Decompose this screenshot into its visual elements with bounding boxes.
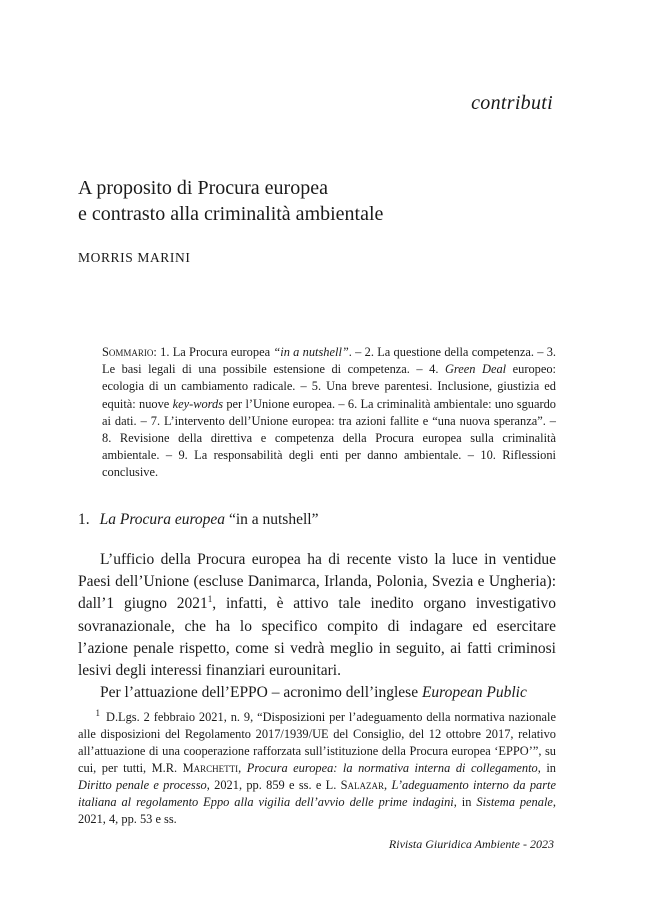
body-paragraph	[78, 682, 556, 704]
footnote-number: 1	[95, 707, 100, 718]
summary-label: Sommario:	[102, 345, 157, 359]
section-label: contributi	[471, 92, 553, 114]
summary-text: 1. La Procura europea	[156, 345, 274, 359]
footnote-italic: L’adeguamento interno da parte italiana al regolamento Eppo alla vigilia dell’avvio delle prime indagini	[78, 778, 556, 809]
section-number: 1.	[78, 511, 90, 528]
footnote-text: , 2021, pp. 859 e ss. e L.	[206, 778, 341, 792]
footnote-text: D.Lgs. 2 febbraio 2021, n. 9, “Disposizioni per l’adeguamento della normativa nazionale alle disposizioni del Regolamento 2017/1939/UE del Consiglio, del 12 ottobre 2017, relativo all’attuazione di una cooperazione rafforzata sull’istituzione della Procura europea ‘EPPO’”, su cui, per tutti, M.R.	[78, 710, 556, 775]
footnote-text: , in	[537, 761, 556, 775]
article-title	[78, 175, 383, 227]
footnote-text: , 2021, 4, pp. 53 e ss.	[78, 795, 556, 826]
body-italic: European Public	[421, 684, 527, 702]
summary	[102, 344, 556, 482]
footnote-italic: Diritto penale e processo	[78, 778, 207, 792]
footnote-italic: Sistema penale	[476, 795, 553, 809]
summary-text: europeo: ecologia di un cambiamento radicale. – 5. Una breve parentesi. Inclusione, giustizia ed equità: nuove	[102, 362, 556, 411]
article-title-line1: A proposito di Procura europea	[78, 177, 328, 199]
footnote-author: Salazar	[340, 778, 385, 792]
body-text-span: , infatti, è attivo tale inedito organo investigativo sovranazionale, che ha lo specifico compito di indagare ed esercitare l’azione penale rispetto, come si vedrà meglio in seguito, ai fatti criminosi lesivi degli interessi finanziari eurounitari.	[78, 595, 557, 680]
summary-italic: “in a nutshell”	[273, 345, 349, 359]
footnote-text: , in	[453, 795, 477, 809]
journal-footer: Rivista Giuridica Ambiente - 2023	[388, 837, 554, 851]
section-title-rest: “in a nutshell”	[225, 511, 319, 528]
footnote-marker	[78, 709, 100, 726]
body-text	[78, 549, 556, 704]
body-paragraph	[78, 549, 556, 682]
summary-text: per l’Unione europea. – 6. La criminalità ambientale: uno sguardo ai dati. – 7. L’intervento dell’Unione europea: tra azioni fallite e “una nuova speranza”. – 8. Revisione della direttiva e competenza della Procura europea sulla criminalità ambientale. – 9. La responsabilità degli enti per danno ambientale. – 10. Riflessioni conclusive.	[102, 396, 556, 480]
section-heading	[78, 511, 318, 529]
footnote-text: ,	[384, 778, 392, 792]
author-name: MORRIS MARINI	[78, 250, 191, 265]
body-text-span: Per l’attuazione dell’EPPO – acronimo dell’inglese	[100, 684, 422, 702]
summary-italic: key-words	[172, 396, 224, 411]
footnote-reference[interactable]: 1	[207, 594, 213, 605]
footnote-italic: Procura europea: la normativa interna di collegamento	[246, 761, 538, 775]
summary-italic: Green Deal	[444, 362, 507, 377]
footnote-author: Marchetti	[182, 761, 239, 775]
section-title-italic: La Procura europea	[99, 511, 226, 528]
summary-text: . – 2. La questione della competenza. – 3. Le basi legali di una possibile estensione di competenza. – 4.	[102, 345, 557, 377]
article-title-line2: e contrasto alla criminalità ambientale	[78, 203, 384, 225]
body-text-span: L’ufficio della Procura europea ha di recente visto la luce in ventidue Paesi dell’Unione (escluse Danimarca, Irlanda, Polonia, Svezia e Ungheria): dall’1 giugno 2021	[78, 551, 556, 613]
footnote-text: ,	[238, 761, 247, 775]
footnote	[78, 709, 556, 828]
